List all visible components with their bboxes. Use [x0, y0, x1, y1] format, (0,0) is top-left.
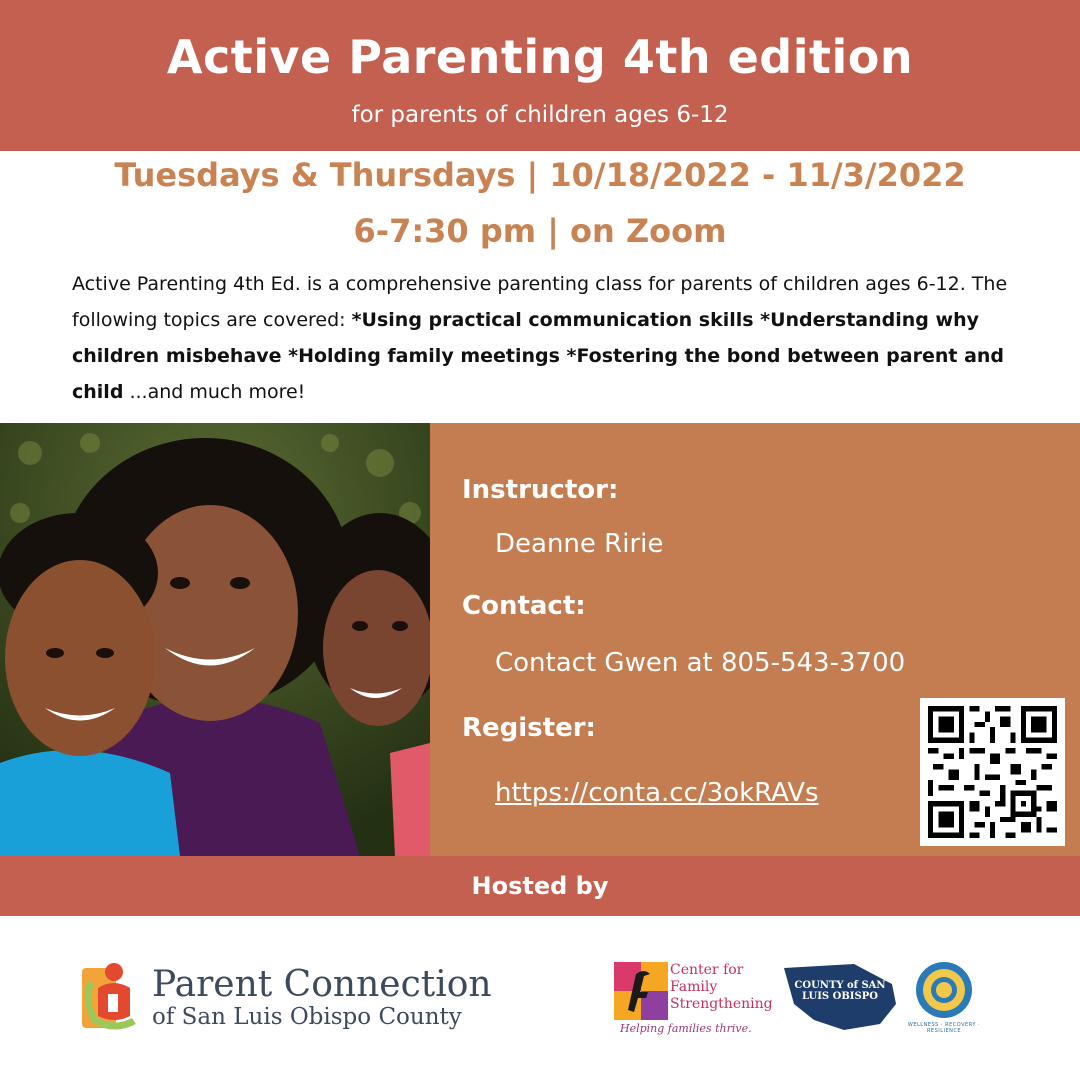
hosted-by-banner: Hosted by [0, 856, 1080, 916]
parent-connection-icon [78, 960, 148, 1036]
cfs-icon [614, 962, 668, 1020]
header-banner [0, 0, 1080, 151]
contact-value: Contact Gwen at 805-543-3700 [495, 648, 906, 678]
parent-connection-subtitle: of San Luis Obispo County [152, 1004, 462, 1030]
cfs-tagline: Helping families thrive. [620, 1022, 752, 1035]
schedule-dates: Tuesdays & Thursdays | 10/18/2022 - 11/3/2022 [114, 156, 966, 194]
qr-code [920, 698, 1065, 846]
description-topics: *Using practical communication skills *Understanding why children misbehave *Holding family meetings *Fostering the bond between parent and child [72, 309, 1005, 403]
page-subtitle: for parents of children ages 6-12 [351, 102, 729, 128]
behavioral-health-text: WELLNESS · RECOVERY · RESILIENCE [907, 1022, 981, 1034]
register-label: Register: [462, 713, 596, 743]
description-intro: Active Parenting 4th Ed. is a comprehensive parenting class for parents of children ages 6-12. The following topics are covered: [72, 273, 1008, 331]
cfs-name: Center for Family Strengthening [670, 962, 773, 1012]
contact-label: Contact: [462, 591, 586, 621]
instructor-name: Deanne Ririe [495, 529, 664, 559]
behavioral-health-logo [902, 960, 986, 1034]
cfs-logo [614, 960, 782, 1044]
schedule-time: 6-7:30 pm | on Zoom [353, 212, 727, 250]
instructor-label: Instructor: [462, 475, 619, 505]
behavioral-health-seal-icon [902, 960, 986, 1020]
description-paragraph [72, 266, 1022, 410]
description-outro: ...and much more! [123, 381, 306, 403]
county-text: COUNTY of SAN LUIS OBISPO [794, 980, 886, 1002]
register-link[interactable]: https://conta.cc/3okRAVs [495, 778, 819, 808]
county-logo [784, 964, 896, 1030]
family-photo [0, 423, 430, 856]
parent-connection-logo [78, 960, 518, 1040]
parent-connection-name: Parent Connection [152, 964, 492, 1005]
page-title: Active Parenting 4th edition [166, 30, 914, 84]
